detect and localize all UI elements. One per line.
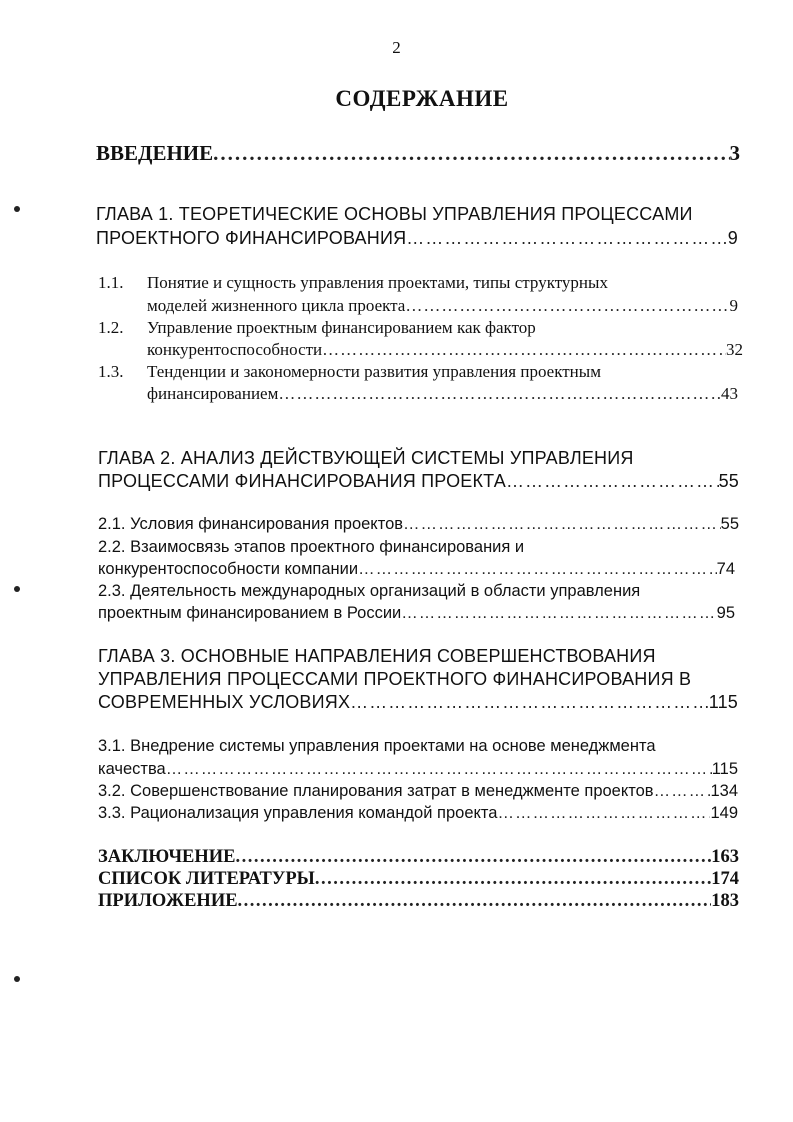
- leader-dots: [236, 847, 712, 868]
- section-2-1-page: 55: [720, 515, 739, 533]
- section-3-1-page: 115: [711, 760, 738, 778]
- section-number: 1.3.: [98, 362, 124, 381]
- chapter1-page: 9: [727, 228, 738, 248]
- chapter2-title-line2: ПРОЦЕССАМИ ФИНАНСИРОВАНИЯ ПРОЕКТА: [98, 471, 506, 491]
- section-1-1-page: 9: [729, 296, 738, 315]
- scan-mark-dot: [14, 586, 20, 592]
- section-2-2-line1[interactable]: 2.2. Взаимосвязь этапов проектного финансирования и: [98, 538, 525, 556]
- toc-intro-label: ВВЕДЕНИЕ: [96, 141, 214, 165]
- leader-dots: [405, 296, 729, 316]
- toc-references[interactable]: [98, 869, 739, 890]
- section-3-1-line2: качества: [98, 760, 166, 778]
- section-number: 1.2.: [98, 318, 124, 337]
- section-3-3-title: 3.3. Рационализация управления командой проекта: [98, 804, 498, 822]
- section-1-2-line2: конкурентоспособности: [147, 340, 323, 359]
- leader-dots: [403, 515, 721, 534]
- leader-dots: [497, 804, 710, 823]
- section-3-3-page: 149: [710, 804, 738, 822]
- toc-section-1-3[interactable]: [147, 384, 738, 404]
- appendix-page: 183: [711, 891, 739, 911]
- section-2-3-line2: проектным финансированием в России: [98, 604, 402, 622]
- section-2-2-line2: конкурентоспособности компании: [98, 560, 359, 578]
- toc-section-3-3[interactable]: [98, 804, 738, 823]
- leader-dots: [350, 692, 709, 713]
- section-2-3-page: 95: [716, 604, 735, 622]
- chapter3-title-line3: СОВРЕМЕННЫХ УСЛОВИЯХ: [98, 692, 351, 712]
- chapter3-title-line1[interactable]: ГЛАВА 3. ОСНОВНЫЕ НАПРАВЛЕНИЯ СОВЕРШЕНСТВОВАНИЯ: [98, 646, 656, 666]
- leader-dots: [358, 560, 717, 579]
- toc-section-1-1[interactable]: [147, 296, 738, 316]
- conclusion-label: ЗАКЛЮЧЕНИЕ: [98, 847, 236, 867]
- section-1-1-line2: моделей жизненного цикла проекта: [147, 296, 406, 315]
- toc-section-2-3[interactable]: [98, 604, 735, 623]
- references-label: СПИСОК ЛИТЕРАТУРЫ: [98, 869, 315, 889]
- leader-dots: [238, 891, 712, 912]
- section-2-1-title: 2.1. Условия финансирования проектов: [98, 515, 404, 533]
- leader-dots: [315, 869, 711, 890]
- leader-dots: [506, 471, 719, 492]
- section-1-3-page: 43: [721, 384, 738, 403]
- section-2-3-line1[interactable]: 2.3. Деятельность международных организаций в области управления: [98, 582, 641, 600]
- leader-dots: [401, 604, 716, 623]
- section-3-2-page: 134: [710, 782, 738, 800]
- section-1-1-line1[interactable]: Понятие и сущность управления проектами, типы структурных: [147, 273, 608, 292]
- leader-dots: [322, 340, 726, 360]
- toc-chapter3[interactable]: [98, 692, 738, 713]
- section-number: 1.1.: [98, 273, 124, 292]
- toc-chapter1[interactable]: [96, 228, 738, 249]
- leader-dots: [654, 782, 711, 801]
- section-1-3-line2: финансированием: [147, 384, 279, 403]
- leader-dots: [278, 384, 721, 404]
- appendix-label: ПРИЛОЖЕНИЕ: [98, 891, 238, 911]
- section-1-2-page: 32: [726, 340, 743, 359]
- toc-chapter2[interactable]: [98, 471, 739, 492]
- toc-intro[interactable]: [96, 141, 740, 166]
- toc-intro-page: 3: [729, 141, 740, 165]
- leader-dots: [406, 228, 727, 249]
- chapter2-page: 55: [718, 471, 739, 491]
- section-1-3-line1[interactable]: Тенденции и закономерности развития управления проектным: [147, 362, 601, 381]
- scan-mark-dot: [14, 206, 20, 212]
- page-title: СОДЕРЖАНИЕ: [335, 86, 509, 111]
- chapter1-title-line1[interactable]: ГЛАВА 1. ТЕОРЕТИЧЕСКИЕ ОСНОВЫ УПРАВЛЕНИЯ ПРОЦЕССАМИ: [96, 204, 693, 224]
- scan-mark-dot: [14, 976, 20, 982]
- section-3-2-title: 3.2. Совершенствование планирования затрат в менеджменте проектов: [98, 782, 654, 800]
- chapter3-title-line2[interactable]: УПРАВЛЕНИЯ ПРОЦЕССАМИ ПРОЕКТНОГО ФИНАНСИРОВАНИЯ В: [98, 669, 692, 689]
- references-page: 174: [711, 869, 739, 889]
- page-number: 2: [392, 38, 401, 57]
- toc-appendix[interactable]: [98, 891, 739, 912]
- toc-section-2-1[interactable]: [98, 515, 739, 534]
- section-2-2-page: 74: [716, 560, 735, 578]
- toc-conclusion[interactable]: [98, 847, 739, 868]
- toc-section-3-2[interactable]: [98, 782, 738, 801]
- conclusion-page: 163: [711, 847, 739, 867]
- leader-dots: [166, 760, 712, 779]
- chapter2-title-line1[interactable]: ГЛАВА 2. АНАЛИЗ ДЕЙСТВУЮЩЕЙ СИСТЕМЫ УПРАВЛЕНИЯ: [98, 448, 634, 468]
- chapter3-page: 115: [708, 692, 738, 712]
- chapter1-title-line2: ПРОЕКТНОГО ФИНАНСИРОВАНИЯ: [96, 228, 407, 248]
- section-3-1-line1[interactable]: 3.1. Внедрение системы управления проектами на основе менеджмента: [98, 737, 656, 755]
- toc-section-3-1[interactable]: [98, 760, 738, 779]
- section-1-2-line1[interactable]: Управление проектным финансированием как фактор: [147, 318, 536, 337]
- toc-section-1-2[interactable]: [147, 340, 743, 360]
- toc-section-2-2[interactable]: [98, 560, 735, 579]
- leader-dots: [213, 141, 729, 166]
